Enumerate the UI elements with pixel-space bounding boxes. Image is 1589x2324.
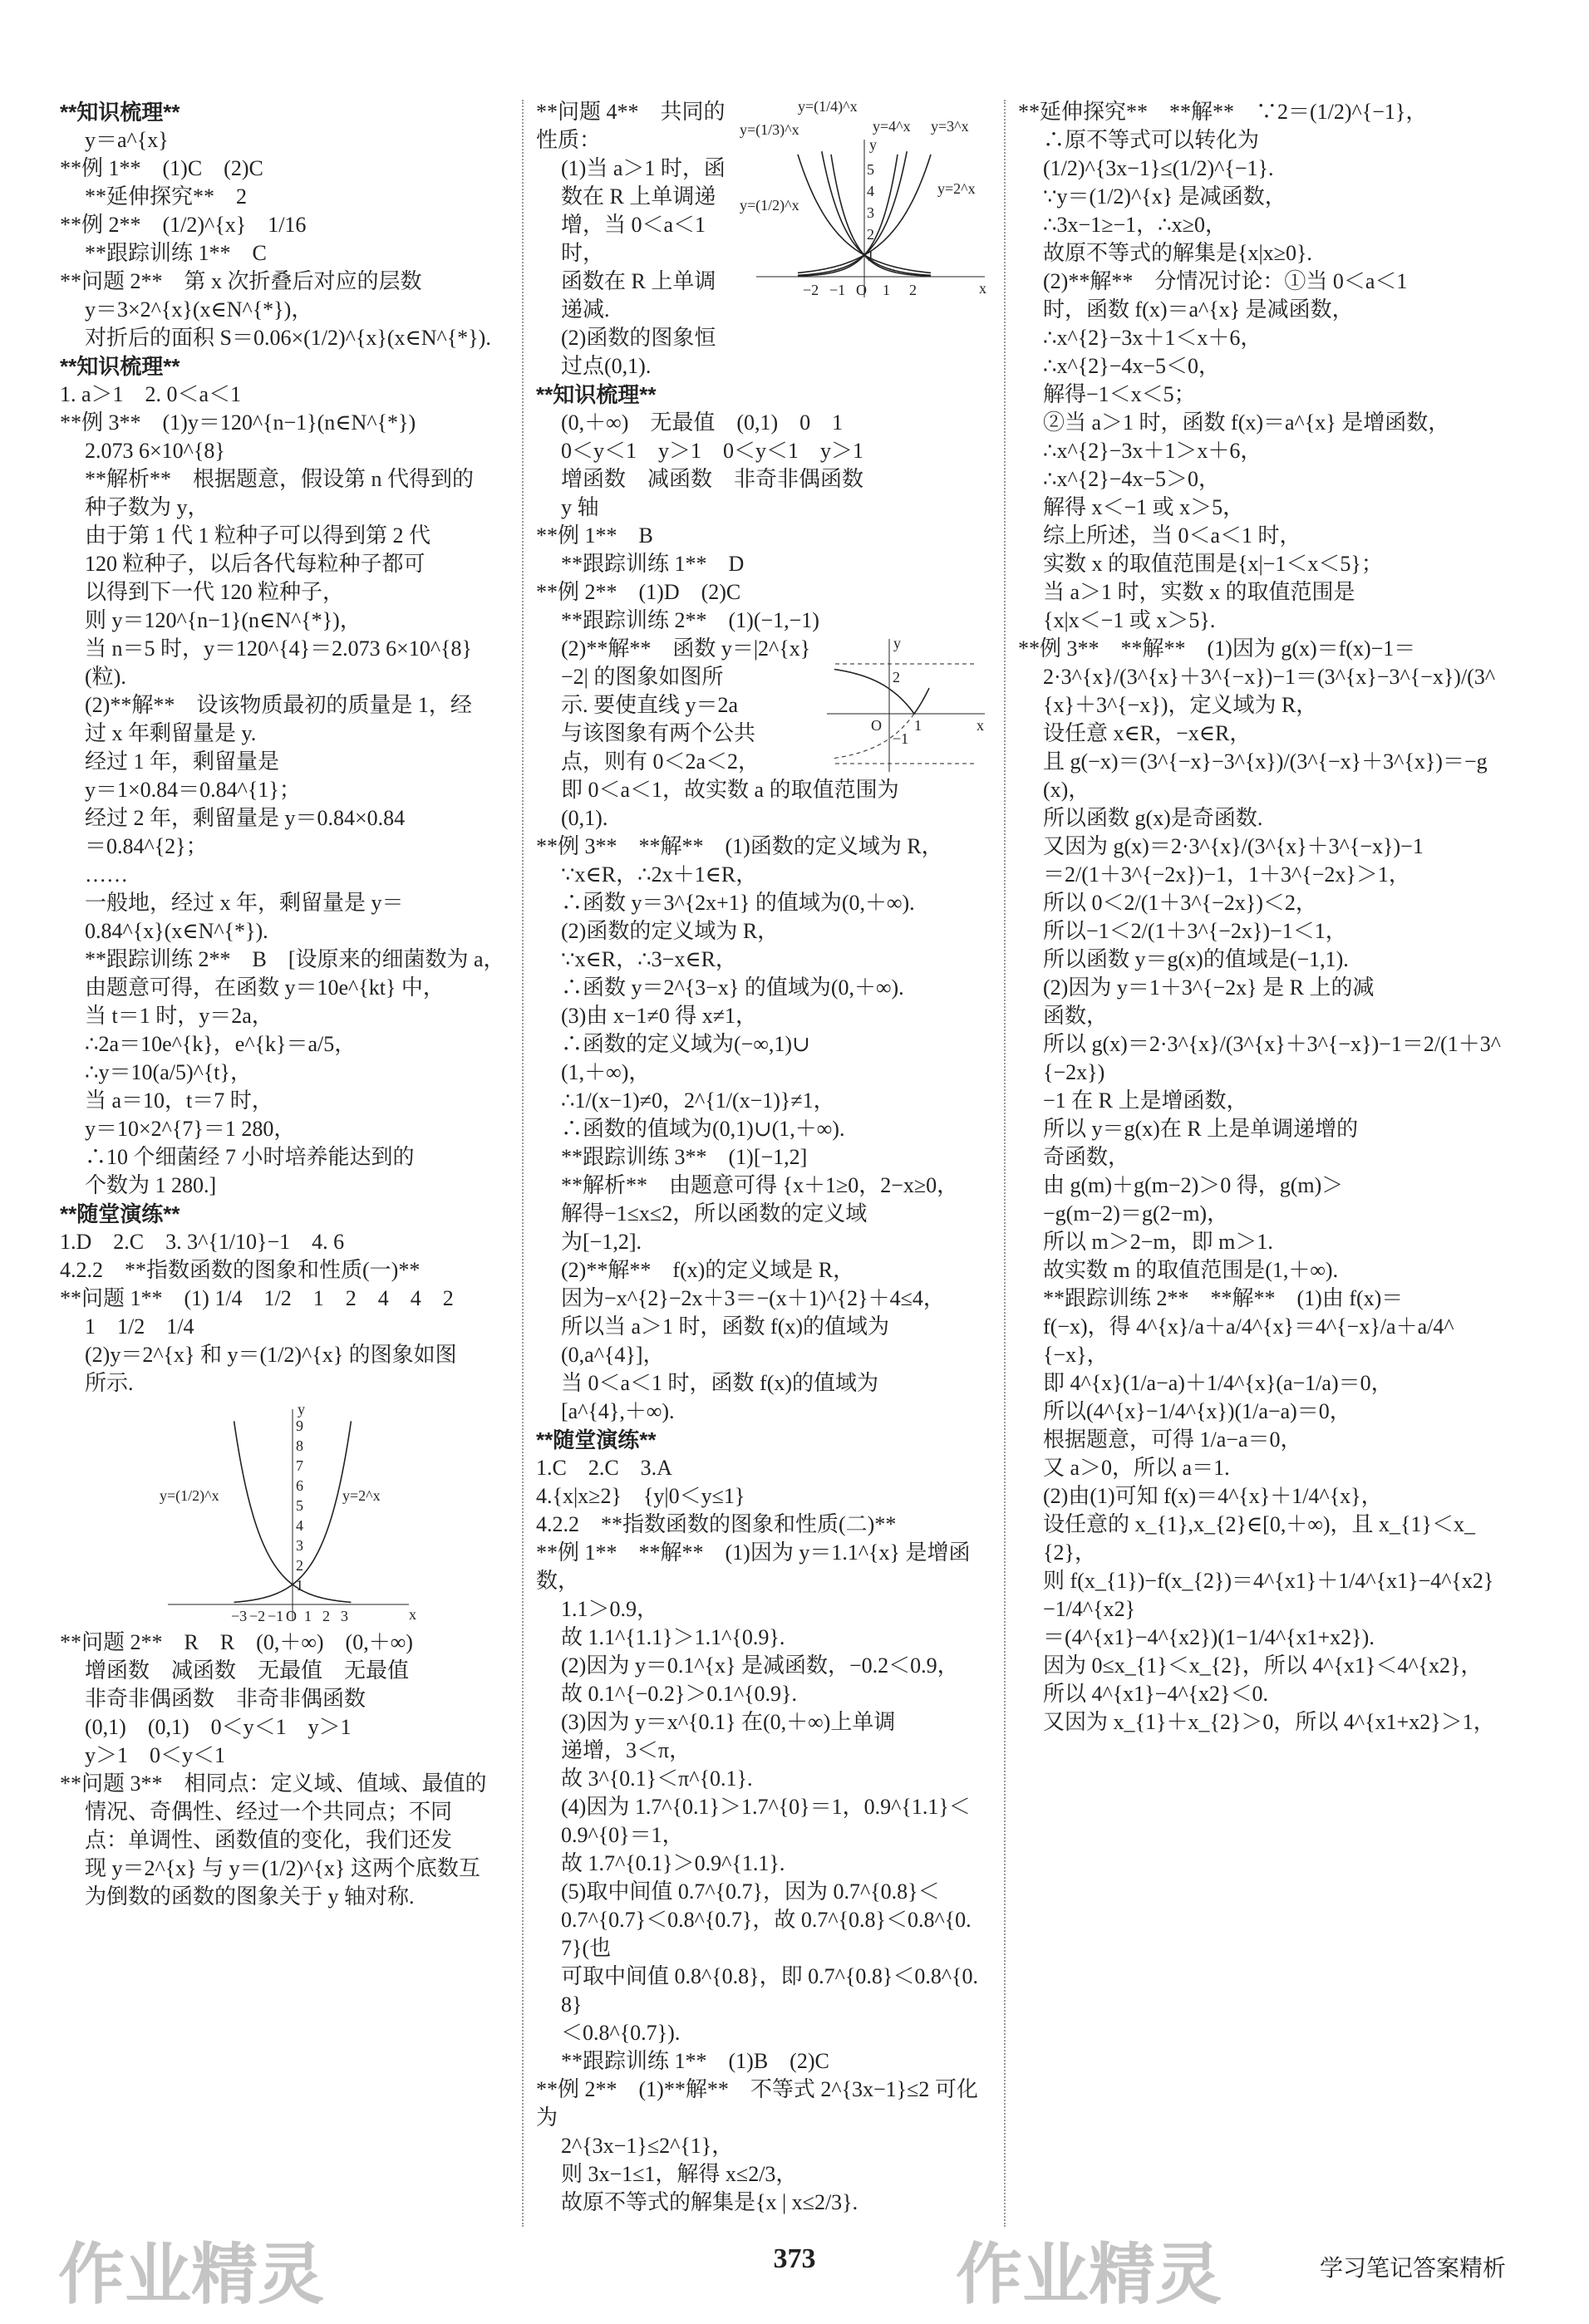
answer-line: ∴1/(x−1)≠0，2^{1/(x−1)}≠1，: [561, 1088, 835, 1113]
answer-line: 解得 x＜−1 或 x＞5，: [1043, 495, 1245, 519]
curve-base-1: [798, 151, 907, 275]
curve-label: y=2^x: [342, 1487, 381, 1504]
answer-line: 1 1/2 1/4: [85, 1314, 194, 1339]
x-tick-label: −1: [268, 1608, 284, 1624]
answer-line: 设任意的 x_{1},x_{2}∈[0,＋∞)，且 x_{1}＜x_{2}，: [1043, 1512, 1475, 1565]
answer-line: **延伸探究** **解** ∵2＝(1/2)^{−1}，: [1018, 100, 1428, 124]
answer-line: **例 1** (1)C (2)C: [60, 156, 263, 180]
answer-line: 所以当 a＞1 时，函数 f(x)的值域为: [561, 1314, 890, 1339]
answer-line: 又因为 x_{1}＋x_{2}＞0，所以 4^{x1+x2}＞1，: [1043, 1710, 1495, 1734]
answer-line: 经过 2 年，剩留量是 y＝0.84×0.84: [85, 806, 406, 830]
answer-line: ∵x∈R，∴2x＋1∈R，: [561, 862, 758, 887]
answer-line: **问题 2** R R (0,＋∞) (0,＋∞): [60, 1630, 413, 1654]
answer-line: (2)**解** 函数 y＝|2^{x}: [561, 636, 811, 661]
answer-line: **问题 2** 第 x 次折叠后对应的层数: [60, 269, 422, 293]
y-tick-label: 5: [296, 1497, 303, 1514]
curve-base-4: [822, 151, 931, 275]
curve-label: y=(1/4)^x: [798, 98, 858, 115]
answer-line: 由于第 1 代 1 粒种子可以得到第 2 代: [85, 523, 431, 548]
answer-column-left: [60, 98, 513, 1911]
answer-line: **例 2** (1)D (2)C: [536, 580, 741, 604]
answer-line: 2·3^{x}/(3^{x}＋3^{−x})−1＝(3^{x}−3^{−x})/(3^{x}＋3^{−x})，定义域为 R，: [1043, 665, 1496, 717]
answer-line: y＝a^{x}: [85, 128, 169, 152]
answer-line: **问题 4** 共同的性质：: [536, 100, 726, 152]
answer-line: 情况、奇偶性、经过一个共同点；不同: [85, 1800, 453, 1824]
answer-line: (2)函数的定义域为 R，: [561, 919, 780, 943]
x-tick-label: −1: [829, 282, 846, 298]
answer-line: ∴y＝10(a/5)^{t}，: [85, 1060, 253, 1084]
answer-line: (0,＋∞) 无最值 (0,1) 0 1: [561, 410, 844, 435]
answer-line: 故 1.7^{0.1}＞0.9^{1.1}.: [561, 1851, 785, 1875]
x-tick-label: −2: [803, 282, 819, 298]
answer-line: 故 0.1^{−0.2}＞0.1^{0.9}.: [561, 1682, 797, 1706]
answer-line: (2)**解** f(x)的定义域是 R，: [561, 1258, 855, 1282]
answer-line: 因为−x^{2}−2x＋3＝−(x＋1)^{2}＋4≤4，: [561, 1286, 945, 1310]
answer-line: (5)取中间值 0.7^{0.7}，因为 0.7^{0.8}＜: [561, 1879, 940, 1904]
answer-line: 递减.: [561, 297, 610, 322]
y-tick-label: −1: [893, 730, 909, 747]
answer-line: 增函数 减函数 非奇非偶函数: [561, 467, 864, 491]
answer-line: 故实数 m 的取值范围是(1,＋∞).: [1043, 1258, 1339, 1282]
answer-line: 又 a＞0，所以 a＝1.: [1043, 1456, 1230, 1480]
exponential-function-graph: [740, 98, 989, 310]
answer-line: ＝0.84^{2}；: [85, 834, 208, 858]
answer-line: ②当 a＞1 时，函数 f(x)＝a^{x} 是增函数，: [1043, 410, 1450, 435]
answer-column-right: [1018, 98, 1517, 1737]
answer-line: ∴函数的定义域为(−∞,1)∪: [561, 1032, 810, 1056]
answer-line: 则 3x−1≤1，解得 x≤2/3，: [561, 2162, 798, 2186]
answer-line: (2)**解** 设该物质最初的质量是 1，经: [85, 693, 472, 717]
answer-line: 又因为 g(x)＝2·3^{x}/(3^{x}＋3^{−x})−1: [1043, 834, 1424, 858]
answer-line: ∵x∈R，∴3−x∈R，: [561, 947, 737, 971]
answer-line: 个数为 1 280.]: [85, 1173, 217, 1197]
answer-line: 0.84^{x}(x∈N^{*}).: [85, 919, 268, 943]
answer-line: ∴2a＝10e^{k}，e^{k}＝a/5，: [85, 1032, 357, 1056]
answer-line: 递增，3＜π，: [561, 1738, 691, 1762]
curve-label: y=3^x: [931, 118, 969, 135]
answer-line: 所以(4^{x}−1/4^{x})(1/a−a)＝0，: [1043, 1399, 1351, 1423]
curve-label: y=(1/2)^x: [740, 197, 799, 214]
y-tick-label: 2: [296, 1557, 303, 1574]
y-axis-label: y: [893, 635, 901, 651]
answer-line: 所以函数 g(x)是奇函数.: [1043, 806, 1263, 830]
answer-line: 经过 1 年，剩留量是: [85, 749, 280, 774]
answer-line: (2)由(1)可知 f(x)＝4^{x}＋1/4^{x}，: [1043, 1484, 1383, 1508]
curve-label: y=(1/3)^x: [740, 121, 799, 138]
x-tick-label: 3: [341, 1608, 348, 1624]
y-tick-label: 2: [893, 669, 900, 685]
answer-line: 4.2.2 **指数函数的图象和性质(一)**: [60, 1258, 421, 1282]
answer-line: ……: [85, 862, 128, 887]
answer-line: y 轴: [561, 495, 599, 519]
y-tick-label: 1: [867, 248, 874, 264]
x-tick-label: O: [856, 282, 867, 298]
x-axis-label: x: [409, 1606, 416, 1623]
answer-line: **问题 1** (1) 1/4 1/2 1 2 4 4 2: [60, 1286, 454, 1310]
answer-line: 对折后的面积 S＝0.06×(1/2)^{x}(x∈N^{*}).: [85, 326, 491, 350]
answer-line: (3)因为 y＝x^{0.1} 在(0,＋∞)上单调: [561, 1710, 896, 1734]
answer-line: ＝2/(1＋3^{−2x})−1，1＋3^{−2x}＞1，: [1043, 862, 1410, 887]
answer-line: (2)**解** 分情况讨论：①当 0＜a＜1: [1043, 269, 1408, 293]
answer-line: y＞1 0＜y＜1: [85, 1743, 226, 1767]
answer-line: ∴函数 y＝2^{3−x} 的值域为(0,＋∞).: [561, 975, 904, 1000]
y-tick-label: 8: [296, 1437, 303, 1454]
answer-line: 即 0＜a＜1，故实数 a 的取值范围为: [561, 778, 899, 802]
x-tick-label: −3: [231, 1608, 248, 1624]
answer-line: **跟踪训练 3** (1)[−1,2]: [561, 1145, 808, 1169]
abs-function-graph: [823, 635, 989, 776]
answer-line: (2)因为 y＝1＋3^{−2x} 是 R 上的减: [1043, 975, 1375, 1000]
answer-line: ∴x^{2}−4x−5＞0，: [1043, 467, 1221, 491]
answer-line: 2^{3x−1}≤2^{1}，: [561, 2134, 734, 2158]
answer-line: 示. 要使直线 y＝2a: [561, 693, 739, 717]
answer-line: 非奇非偶函数 非奇非偶函数: [85, 1687, 367, 1711]
answer-line: 函数，: [1043, 1004, 1109, 1028]
x-tick-label: 1: [914, 717, 922, 734]
x-tick-label: 1: [883, 282, 890, 298]
watermark-logo: 作业精灵: [956, 2238, 1222, 2312]
answer-line: 过 x 年剩留量是 y.: [85, 721, 257, 745]
answer-line: (2)函数的图象恒: [561, 326, 716, 350]
section-heading: **随堂演练**: [60, 1201, 180, 1226]
curve-label: y=(1/2)^x: [160, 1487, 219, 1504]
curve-abs: [834, 670, 929, 715]
answer-line: 故 1.1^{1.1}＞1.1^{0.9}.: [561, 1625, 785, 1649]
y-axis-label: y: [298, 1401, 305, 1417]
answer-line: 可取中间值 0.8^{0.8}，即 0.7^{0.8}＜0.8^{0.8}: [561, 1964, 978, 2017]
answer-line: 数在 R 上单调递: [561, 184, 716, 209]
answer-line: **解析** 根据题意，假设第 n 代得到的: [85, 467, 475, 491]
answer-line: 所以−1＜2/(1＋3^{−2x})−1＜1，: [1043, 919, 1347, 943]
answer-line: 则 y＝120^{n−1}(n∈N^{*})，: [85, 608, 362, 632]
answer-line: 综上所述，当 0＜a＜1 时，: [1043, 523, 1301, 548]
answer-line: ∴函数的值域为(0,1)∪(1,＋∞).: [561, 1117, 845, 1141]
answer-line: 所以 0＜2/(1＋3^{−2x})＜2，: [1043, 891, 1317, 915]
answer-line: **问题 3** 相同点：定义域、值域、最值的: [60, 1771, 487, 1796]
answer-line: 所示.: [85, 1371, 134, 1395]
answer-line: −g(m−2)＝g(2−m)，: [1043, 1201, 1229, 1226]
answer-column-middle: [536, 98, 989, 2217]
answer-line: 增，当 0＜a＜1 时，: [561, 213, 706, 265]
answer-line: 当 a＝10，t＝7 时，: [85, 1088, 273, 1113]
curve-base-3: [831, 155, 931, 276]
answer-line: ∴x^{2}−3x＋1＞x＋6，: [1043, 439, 1262, 463]
answer-line: ∴x^{2}−4x−5＜0，: [1043, 354, 1221, 378]
answer-line: **跟踪训练 1** D: [561, 552, 745, 576]
answer-line: 所以函数 y＝g(x)的值域是(−1,1).: [1043, 947, 1349, 971]
answer-line: **解析** 由题意可得 {x＋1≥0，2−x≥0，: [561, 1173, 959, 1197]
answer-line: 4.2.2 **指数函数的图象和性质(二)**: [536, 1512, 897, 1536]
answer-line: 种子数为 y，: [85, 495, 209, 519]
answer-line: 因为 0≤x_{1}＜x_{2}，所以 4^{x1}＜4^{x2}，: [1043, 1653, 1483, 1678]
answer-line: 由 g(m)＋g(m−2)＞0 得，g(m)＞: [1043, 1173, 1344, 1197]
answer-line: 实数 x 的取值范围是{x|−1＜x＜5}；: [1043, 552, 1383, 576]
y-tick-label: 4: [867, 183, 874, 199]
section-heading: **随堂演练**: [536, 1427, 657, 1452]
answer-line: (1/2)^{3x−1}≤(1/2)^{−1}.: [1043, 156, 1274, 180]
answer-line: 1. a＞1 2. 0＜a＜1: [60, 382, 242, 406]
answer-line: −1 在 R 上是增函数，: [1043, 1088, 1248, 1113]
answer-line: 增函数 减函数 无最值 无最值: [85, 1658, 410, 1683]
y-tick-label: 3: [296, 1537, 303, 1554]
watermark-logo: 作业精灵: [58, 2238, 324, 2312]
answer-line: 当 0＜a＜1 时，函数 f(x)的值域为: [561, 1371, 879, 1395]
answer-line: (0,1) (0,1) 0＜y＜1 y＞1: [85, 1715, 352, 1739]
answer-line: 所以 y＝g(x)在 R 上是单调递增的: [1043, 1117, 1359, 1141]
answer-line: ∴函数 y＝3^{2x+1} 的值域为(0,＋∞).: [561, 891, 915, 915]
x-tick-label: 2: [909, 282, 917, 298]
answer-line: 现 y＝2^{x} 与 y＝(1/2)^{x} 这两个底数互: [85, 1856, 480, 1880]
answer-line: **延伸探究** 2: [85, 184, 248, 209]
answer-line: 即 4^{x}(1/a−a)＋1/4^{x}(a−1/a)＝0，: [1043, 1371, 1393, 1395]
answer-line: ＝(4^{x1}−4^{x2})(1−1/4^{x1+x2}).: [1043, 1625, 1375, 1649]
answer-line: **例 3** **解** (1)因为 g(x)＝f(x)−1＝: [1018, 636, 1416, 661]
answer-line: 当 a＞1 时，实数 x 的取值范围是: [1043, 580, 1355, 604]
answer-line: 1.C 2.C 3.A: [536, 1456, 672, 1480]
answer-line: (0,a^{4}]，: [561, 1343, 665, 1367]
y-axis-label: y: [869, 136, 877, 153]
answer-line: (2)y＝2^{x} 和 y＝(1/2)^{x} 的图象如图: [85, 1343, 457, 1367]
answer-line: 当 t＝1 时，y＝2a，: [85, 1004, 273, 1028]
curve-base-0: [798, 155, 898, 276]
answer-line: f(−x)，得 4^{x}/a＋a/4^{x}＝4^{−x}/a＋a/4^{−x}，: [1043, 1314, 1454, 1367]
answer-line: 根据题意，可得 1/a−a＝0，: [1043, 1427, 1302, 1452]
answer-line: 120 粒种子，以后各代每粒种子都可: [85, 552, 426, 576]
answer-line: 且 g(−x)＝(3^{−x}−3^{x})/(3^{−x}＋3^{x})＝−g(x)，: [1043, 749, 1488, 802]
answer-line: **例 1** B: [536, 523, 653, 548]
answer-line: 故原不等式的解集是{x|x≥0}.: [1043, 241, 1312, 265]
x-tick-label: −2: [249, 1608, 266, 1624]
answer-line: 函数在 R 上单调: [561, 269, 716, 293]
x-axis-label: x: [977, 717, 984, 734]
answer-line: {x|x＜−1 或 x＞5}.: [1043, 608, 1216, 632]
answer-line: **跟踪训练 1** (1)B (2)C: [561, 2049, 829, 2073]
answer-line: 设任意 x∈R，−x∈R，: [1043, 721, 1252, 745]
answer-line: **例 2** (1/2)^{x} 1/16: [60, 213, 307, 237]
y-tick-label: 5: [867, 161, 874, 178]
answer-line: 2.073 6×10^{8}: [85, 439, 225, 463]
column-divider: [1004, 100, 1006, 2227]
answer-line: **跟踪训练 1** C: [85, 241, 267, 265]
answer-line: **例 3** (1)y＝120^{n−1}(n∈N^{*}): [60, 410, 416, 435]
answer-line: **例 3** **解** (1)函数的定义域为 R，: [536, 834, 943, 858]
answer-line: **跟踪训练 2** (1)(−1,−1): [561, 608, 819, 632]
curve-label: y=4^x: [873, 118, 911, 135]
column-divider: [522, 100, 524, 2227]
answer-line: 与该图象有两个公共: [561, 721, 756, 745]
answer-line: 解得−1＜x＜5；: [1043, 382, 1196, 406]
answer-line: 奇函数，: [1043, 1145, 1130, 1169]
y-tick-label: 3: [867, 204, 874, 221]
answer-line: 点：单调性、函数值的变化，我们还发: [85, 1828, 453, 1852]
answer-line: ∴原不等式可以转化为: [1043, 128, 1260, 152]
exponential-function-graph: [160, 1401, 426, 1625]
page-number: 373: [773, 2243, 816, 2274]
answer-line: 为倒数的函数的图象关于 y 轴对称.: [85, 1884, 415, 1909]
answer-line: (3)由 x−1≠0 得 x≠1，: [561, 1004, 758, 1028]
answer-line: −2| 的图象如图所: [561, 665, 724, 689]
answer-line: 则 f(x_{1})−f(x_{2})＝4^{x1}＋1/4^{x1}−4^{x2}−1/4^{x2}: [1043, 1569, 1494, 1621]
book-title: 学习笔记答案精析: [1319, 2256, 1506, 2282]
answer-line: (4)因为 1.7^{0.1}＞1.7^{0}＝1，0.9^{1.1}＜: [561, 1795, 971, 1819]
y-tick-label: 9: [296, 1417, 303, 1434]
answer-line: 为[−1,2].: [561, 1230, 642, 1254]
answer-line: 一般地，经过 x 年，剩留量是 y＝: [85, 891, 404, 915]
answer-line: 所以 g(x)＝2·3^{x}/(3^{x}＋3^{−x})−1＝2/(1＋3^{−2x}): [1043, 1032, 1501, 1084]
answer-line: 过点(0,1).: [561, 354, 652, 378]
answer-line: y＝10×2^{7}＝1 280，: [85, 1117, 296, 1141]
x-axis-label: x: [979, 280, 986, 297]
answer-line: [a^{4},＋∞).: [561, 1399, 675, 1423]
answer-line: 1.D 2.C 3. 3^{1/10}−1 4. 6: [60, 1230, 345, 1254]
answer-line: (1)当 a＞1 时，函: [561, 156, 726, 180]
answer-line: 0.9^{0}＝1，: [561, 1823, 684, 1847]
answer-line: 由题意可得，在函数 y＝10e^{kt} 中，: [85, 975, 445, 1000]
answer-line: **例 2** (1)**解** 不等式 2^{3x−1}≤2 可化为: [536, 2077, 978, 2130]
answer-line: 故 3^{0.1}＜π^{0.1}.: [561, 1766, 753, 1791]
section-heading: **知识梳理**: [536, 382, 657, 407]
answer-line: (2)因为 y＝0.1^{x} 是减函数，−0.2＜0.9，: [561, 1653, 959, 1678]
answer-line: 0＜y＜1 y＞1 0＜y＜1 y＞1: [561, 439, 864, 463]
answer-line: 点，则有 0＜2a＜2，: [561, 749, 760, 774]
answer-line: ∴3x−1≥−1，∴x≥0，: [1043, 213, 1227, 237]
answer-line: 时，函数 f(x)＝a^{x} 是减函数，: [1043, 297, 1354, 322]
x-tick-label: 1: [304, 1608, 312, 1624]
answer-line: 所以 4^{x1}−4^{x2}＜0.: [1043, 1682, 1268, 1706]
section-heading: **知识梳理**: [60, 354, 180, 379]
answer-line: **跟踪训练 2** **解** (1)由 f(x)＝: [1043, 1286, 1404, 1310]
answer-line: ∵y＝(1/2)^{x} 是减函数，: [1043, 184, 1286, 209]
answer-line: 以得到下一代 120 粒种子，: [85, 580, 345, 604]
answer-line: 0.7^{0.7}＜0.8^{0.7}，故 0.7^{0.8}＜0.8^{0.7}(也: [561, 1908, 972, 1960]
answer-line: y＝3×2^{x}(x∈N^{*})，: [85, 297, 313, 322]
y-tick-label: 1: [296, 1577, 303, 1594]
section-heading: **知识梳理**: [60, 100, 180, 125]
answer-line: 4.{x|x≥2} {y|0＜y≤1}: [536, 1484, 745, 1508]
answer-line: ∴10 个细菌经 7 小时培养能达到的: [85, 1145, 415, 1169]
y-tick-label: 4: [296, 1517, 303, 1534]
answer-line: (0,1).: [561, 806, 608, 830]
answer-line: 故原不等式的解集是{x | x≤2/3}.: [561, 2190, 858, 2214]
answer-line: **跟踪训练 2** B [设原来的细菌数为 a，: [85, 947, 505, 971]
y-tick-label: 6: [296, 1477, 303, 1494]
answer-line: ∴x^{2}−3x＋1＜x＋6，: [1043, 326, 1262, 350]
answer-line: y＝1×0.84＝0.84^{1}；: [85, 778, 301, 802]
x-tick-label: O: [871, 717, 882, 734]
answer-line: (1,＋∞)，: [561, 1060, 651, 1084]
curve-label: y=2^x: [937, 180, 976, 197]
y-tick-label: 7: [296, 1457, 303, 1474]
answer-line: 当 n＝5 时，y＝120^{4}＝2.073 6×10^{8}(粒).: [85, 636, 472, 689]
answer-line: **例 1** **解** (1)因为 y＝1.1^{x} 是增函数，: [536, 1540, 971, 1593]
answer-line: 解得−1≤x≤2，所以函数的定义域: [561, 1201, 868, 1226]
answer-line: 所以 m＞2−m，即 m＞1.: [1043, 1230, 1273, 1254]
x-tick-label: 2: [322, 1608, 330, 1624]
answer-line: 1.1＞0.9，: [561, 1597, 659, 1621]
answer-line: ＜0.8^{0.7}).: [561, 2021, 681, 2045]
y-tick-label: 2: [867, 226, 874, 243]
x-tick-label: O: [286, 1608, 297, 1624]
